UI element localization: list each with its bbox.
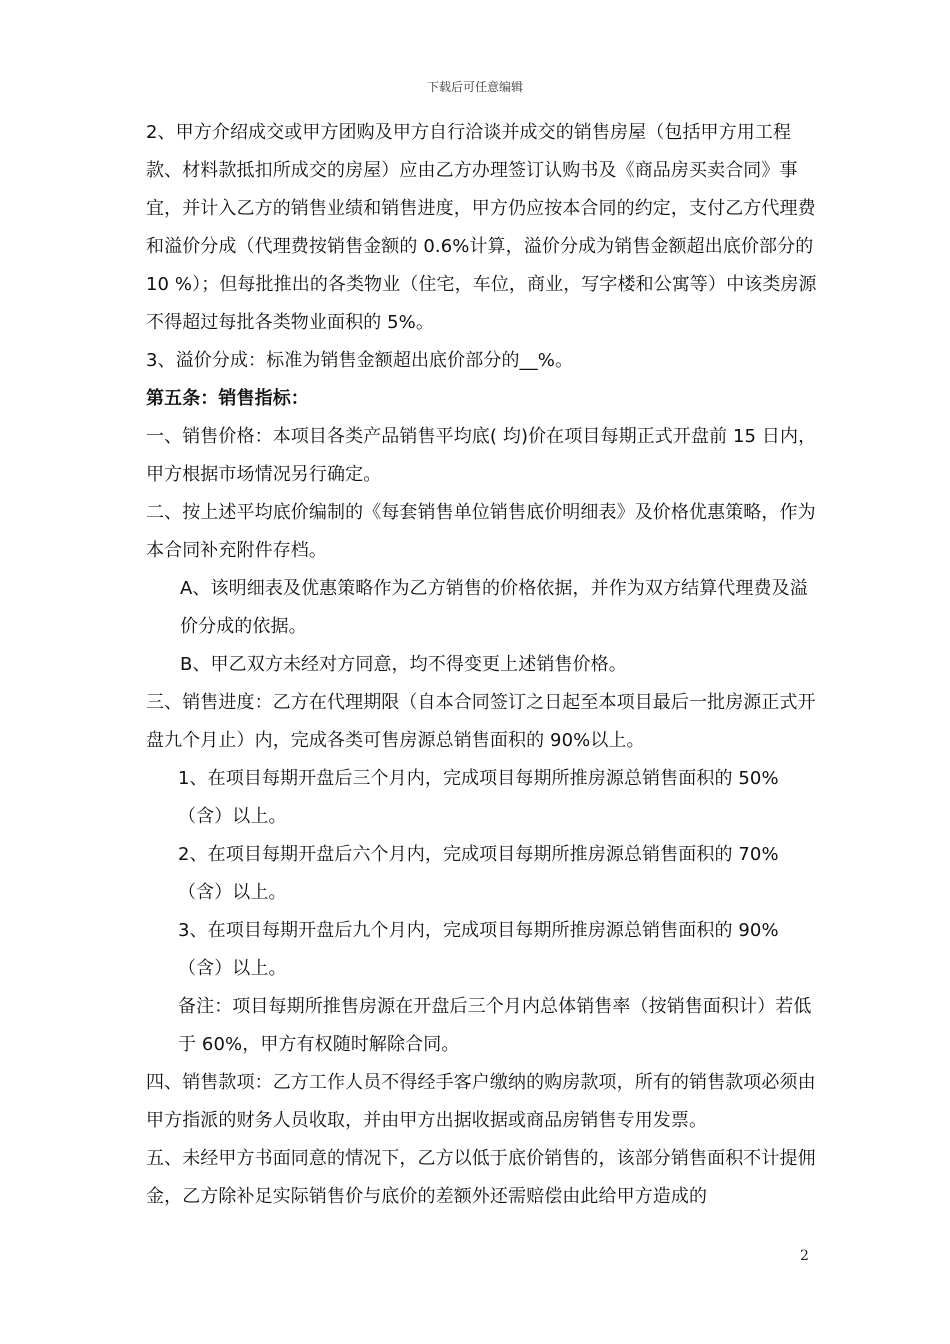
paragraph-item-b: B、甲乙双方未经对方同意，均不得变更上述销售价格。 — [180, 654, 627, 675]
paragraph-progress-2: 2、在项目每期开盘后六个月内，完成项目每期所推房源总销售面积的 70%（含）以上。 — [178, 844, 779, 903]
page-number: 2 — [800, 1248, 809, 1264]
document-body — [146, 114, 818, 1216]
paragraph-price-schedule: 二、按上述平均底价编制的《每套销售单位销售底价明细表》及价格优惠策略，作为本合同补充附件存档。 — [146, 502, 816, 561]
paragraph-sales-payments: 四、销售款项：乙方工作人员不得经手客户缴纳的购房款项，所有的销售款项必须由甲方指派的财务人员收取，并由甲方出据收据或商品房销售专用发票。 — [146, 1072, 816, 1131]
paragraph-clause-3: 3、溢价分成：标准为销售金额超出底价部分的__%。 — [146, 350, 574, 371]
paragraph-sales-progress: 三、销售进度：乙方在代理期限（自本合同签订之日起至本项目最后一批房源正式开盘九个月止）内，完成各类可售房源总销售面积的 90%以上。 — [146, 692, 816, 751]
section-heading-article-5: 第五条：销售指标： — [146, 388, 309, 409]
page-header: 下载后可任意编辑 — [426, 80, 523, 94]
paragraph-remark: 备注：项目每期所推售房源在开盘后三个月内总体销售率（按销售面积计）若低于 60%，甲方有权随时解除合同。 — [178, 996, 812, 1055]
paragraph-progress-1: 1、在项目每期开盘后三个月内，完成项目每期所推房源总销售面积的 50%（含）以上。 — [178, 768, 779, 827]
paragraph-item-a: A、该明细表及优惠策略作为乙方销售的价格依据，并作为双方结算代理费及溢价分成的依据。 — [180, 578, 808, 637]
paragraph-progress-3: 3、在项目每期开盘后九个月内，完成项目每期所推房源总销售面积的 90%（含）以上。 — [178, 920, 779, 979]
paragraph-sales-price: 一、销售价格：本项目各类产品销售平均底( 均)价在项目每期正式开盘前 15 日内，甲方根据市场情况另行确定。 — [146, 426, 817, 485]
paragraph-clause-2: 2、甲方介绍成交或甲方团购及甲方自行洽谈并成交的销售房屋（包括甲方用工程款、材料款抵扣所成交的房屋）应由乙方办理签订认购书及《商品房买卖合同》事宜，并计入乙方的销售业绩和销售进度，甲方仍应按本合同的约定，支付乙方代理费和溢价分成（代理费按销售金额的 0.6%计算，溢价分成为销售金额超出底价部分的 10 %）；但每批推出的各类物业（住宅，车位，商业，写字楼和公寓等）中该类房源不得超过每批各类物业面积的 5%。 — [146, 122, 817, 333]
paragraph-below-floor-price: 五、未经甲方书面同意的情况下，乙方以低于底价销售的，该部分销售面积不计提佣金，乙方除补足实际销售价与底价的差额外还需赔偿由此给甲方造成的 — [146, 1148, 816, 1207]
